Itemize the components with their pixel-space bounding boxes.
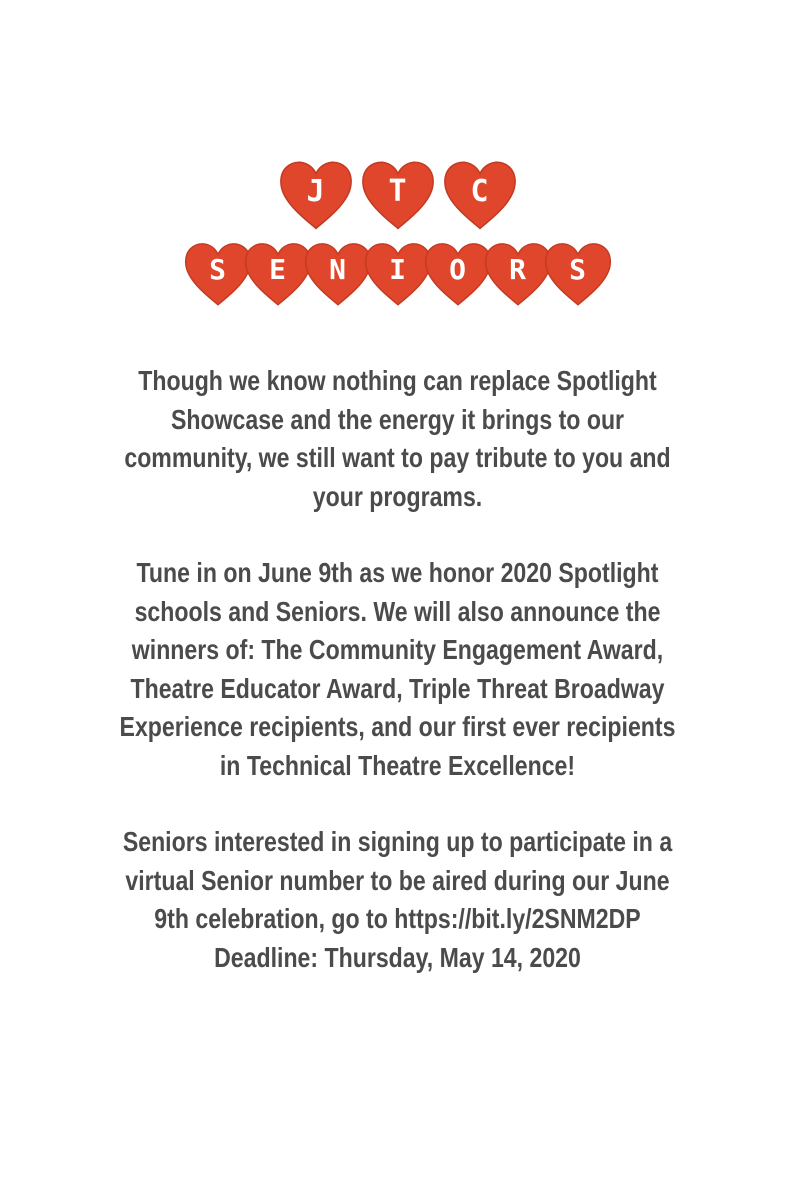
heart-letter: C (470, 174, 489, 209)
heart-letter: E (269, 253, 286, 286)
heart-letter: S (569, 253, 586, 286)
paragraph-tribute (97, 362, 698, 516)
heart-letter: N (329, 253, 346, 286)
heart-letter: I (389, 253, 406, 286)
text-line: winners of: The Community Engagement Award, (131, 634, 664, 665)
text-line: virtual Senior number to be aired during our June (125, 864, 670, 896)
heart-letter: J (306, 174, 325, 209)
heart-letter: R (509, 253, 526, 286)
heart-letter: O (449, 253, 466, 286)
heart-letter-t (360, 160, 436, 230)
text-line: Theatre Educator Award, Triple Threat Broadway (130, 672, 665, 704)
heart-letter-j (278, 160, 354, 230)
text-line: Seniors interested in signing up to participate in a (122, 826, 673, 857)
title-seniors (0, 241, 795, 307)
signup-link-line: 9th celebration, go to https://bit.ly/2SNM2DP (154, 903, 641, 934)
text-line: Experience recipients, and our first ever recipients (119, 711, 676, 742)
text-line: schools and Seniors. We will also announce the (134, 595, 661, 627)
text-line: Though we know nothing can replace Spotlight (138, 365, 657, 396)
text-line: your programs. (312, 480, 483, 512)
announcement-text (97, 362, 698, 977)
paragraph-tune-in (97, 554, 698, 785)
heart-letter-c (442, 160, 518, 230)
heart-letter: T (388, 174, 407, 209)
heart-letter: S (209, 253, 226, 286)
text-line: in Technical Theatre Excellence! (219, 749, 576, 781)
text-line: Tune in on June 9th as we honor 2020 Spotlight (136, 557, 659, 588)
paragraph-signup (97, 823, 698, 977)
text-line: Showcase and the energy it brings to our (170, 403, 625, 435)
deadline-line: Deadline: Thursday, May 14, 2020 (214, 941, 581, 973)
heart-letter-s2 (543, 241, 613, 307)
title-jtc (0, 160, 795, 230)
text-line: community, we still want to pay tribute to you and (124, 442, 671, 473)
